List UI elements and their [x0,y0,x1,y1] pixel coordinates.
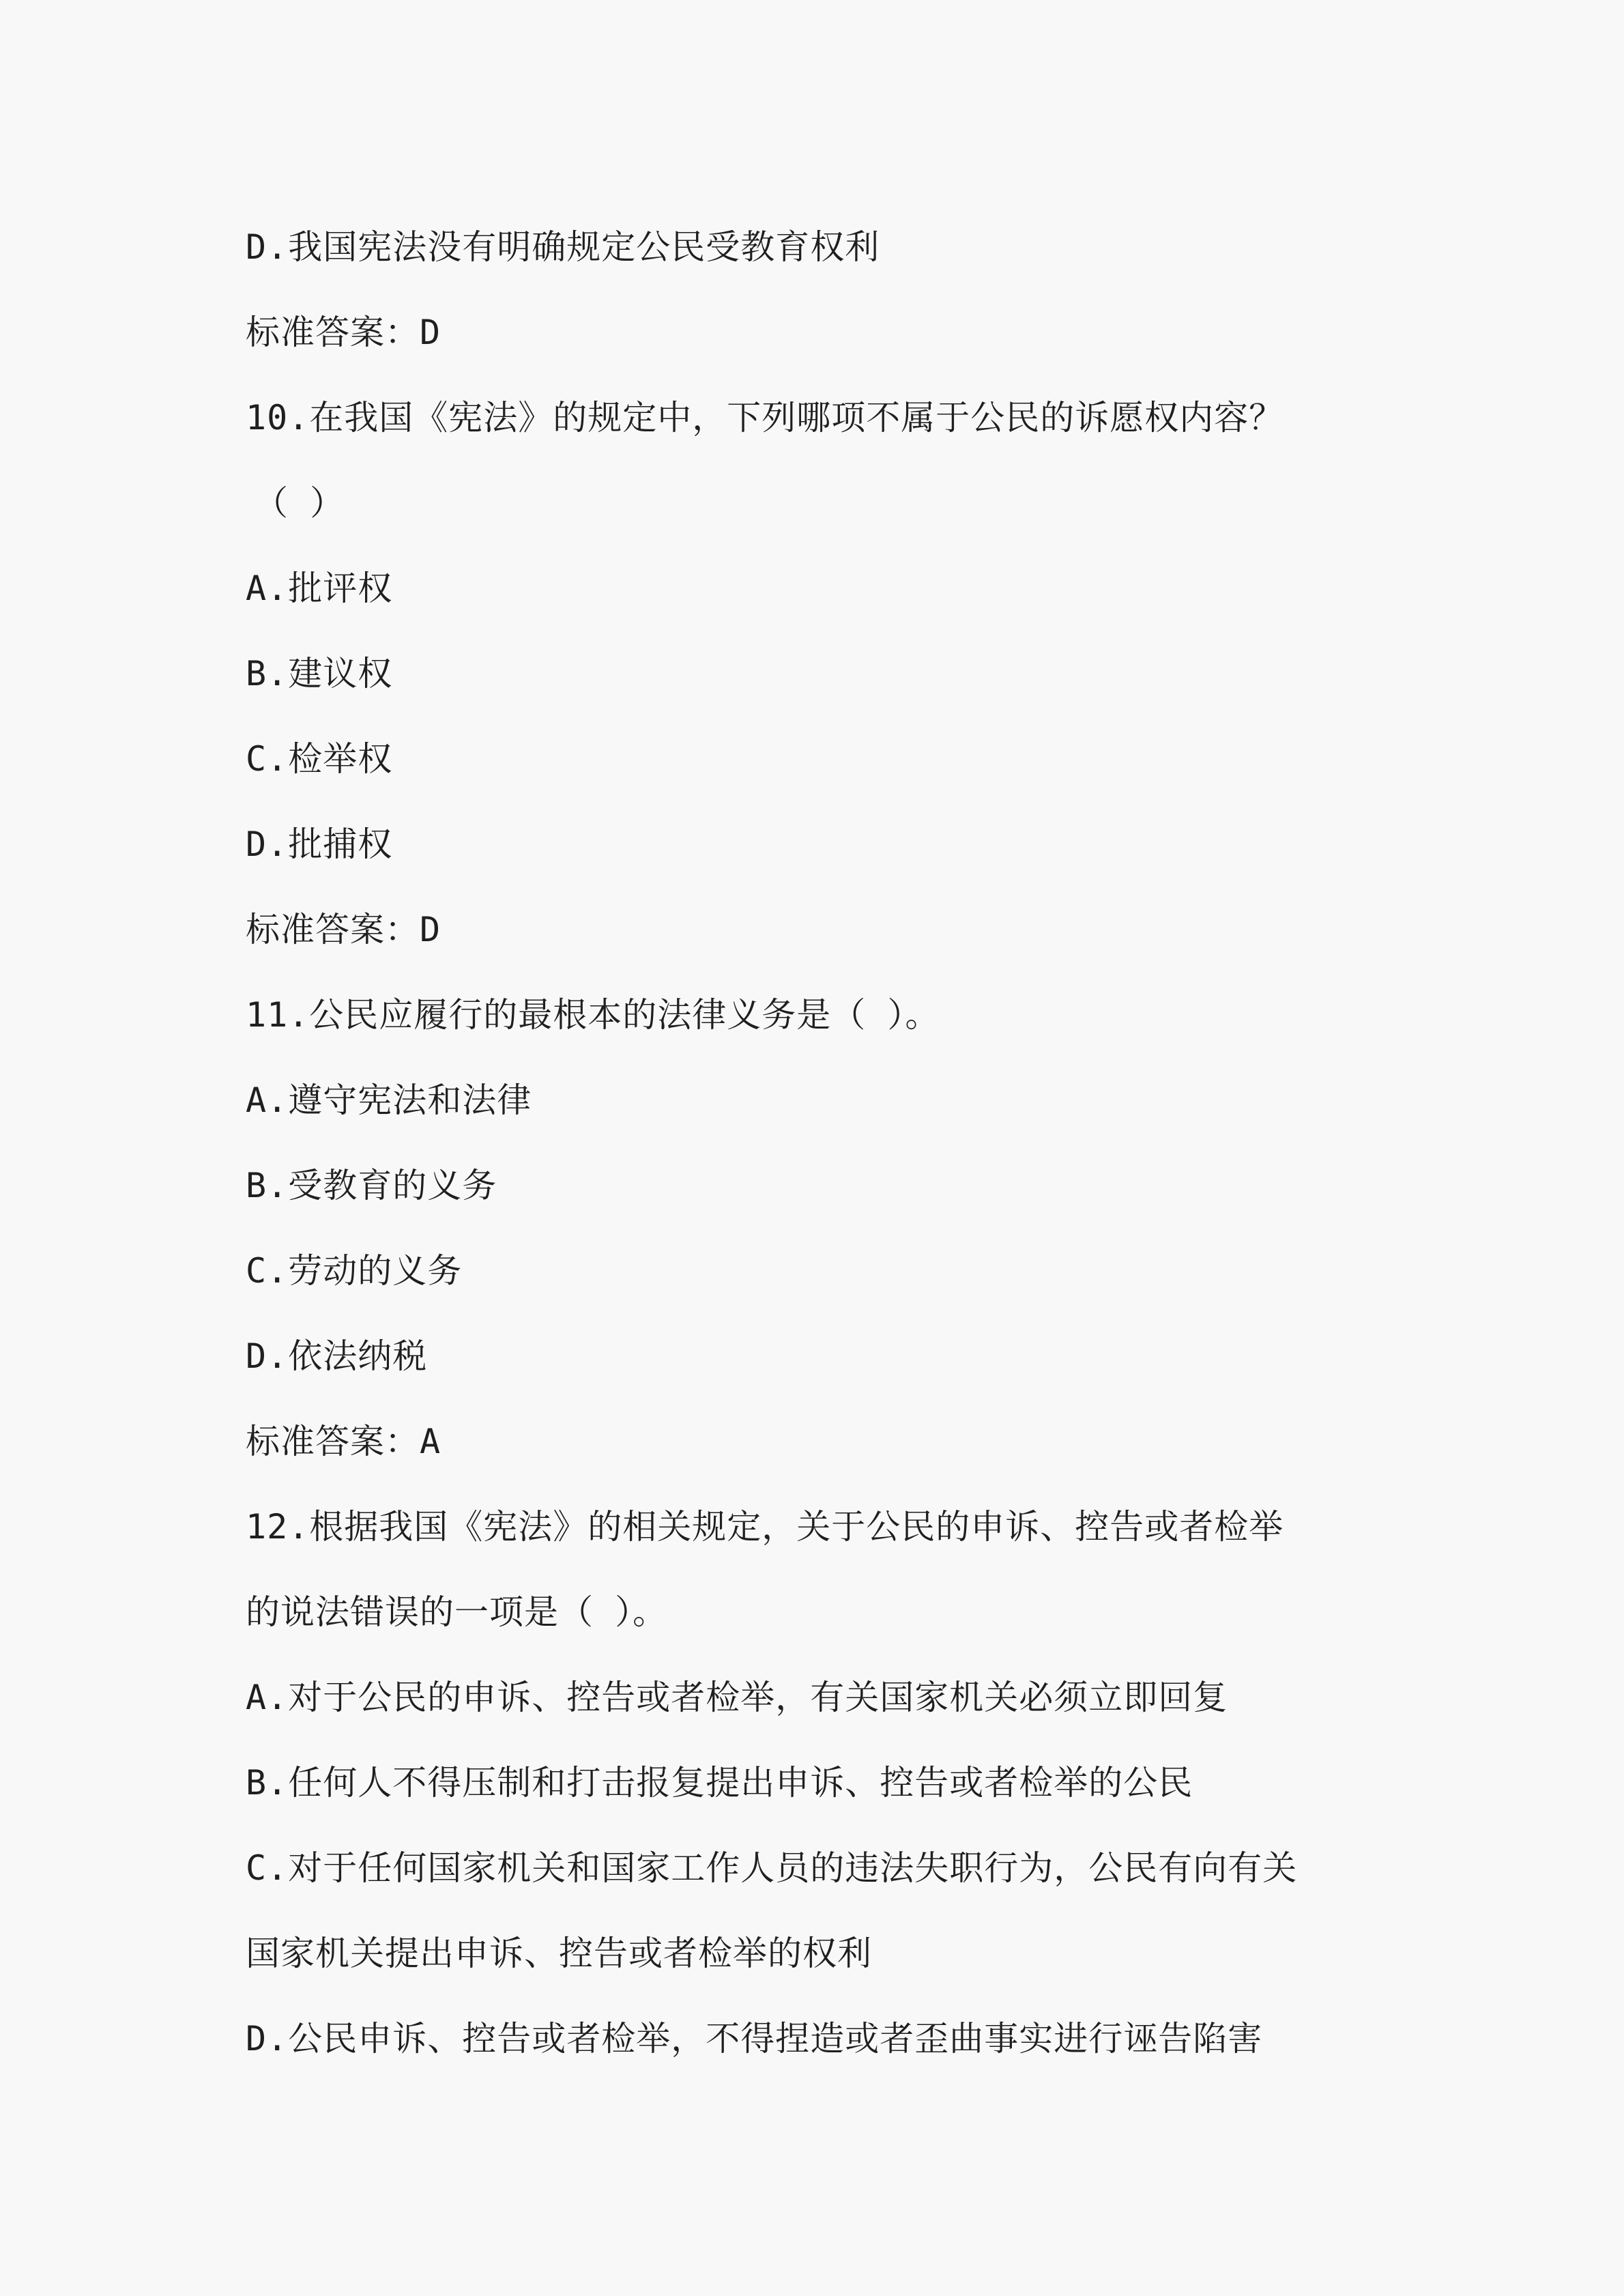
q11-question: 11.公民应履行的最根本的法律义务是（ ）。 [246,995,940,1035]
question-content [246,205,1460,2082]
q11-option-a: A.遵守宪法和法律 [246,1080,532,1120]
q12-question-line2: 的说法错误的一项是（ ）。 [246,1592,668,1632]
q10-option-b: B.建议权 [246,654,393,693]
q10-option-d: D.批捕权 [246,824,393,864]
q9-option-d: D.我国宪法没有明确规定公民受教育权利 [246,227,880,267]
q12-option-a: A.对于公民的申诉、控告或者检举，有关国家机关必须立即回复 [246,1678,1228,1717]
q11-option-c: C.劳动的义务 [246,1251,463,1291]
q10-question: 10.在我国《宪法》的规定中，下列哪项不属于公民的诉愿权内容？ [246,398,1284,437]
q10-paren: （ ） [254,483,345,523]
q12-option-c-line2: 国家机关提出申诉、控告或者检举的权利 [246,1934,872,1973]
q12-option-b: B.任何人不得压制和打击报复提出申诉、控告或者检举的公民 [246,1763,1193,1803]
q12-option-d: D.公民申诉、控告或者检举，不得捏造或者歪曲事实进行诬告陷害 [246,2019,1263,2058]
q10-option-a: A.批评权 [246,569,393,608]
q10-answer: 标准答案：D [246,910,441,949]
q11-option-b: B.受教育的义务 [246,1166,497,1205]
q10-option-c: C.检举权 [246,739,393,779]
q12-option-c-line1: C.对于任何国家机关和国家工作人员的违法失职行为，公民有向有关 [246,1848,1298,1888]
q12-question-line1: 12.根据我国《宪法》的相关规定，关于公民的申诉、控告或者检举 [246,1507,1284,1547]
q9-answer: 标准答案：D [246,313,441,352]
q11-answer: 标准答案：A [246,1422,441,1461]
q11-option-d: D.依法纳税 [246,1336,428,1376]
